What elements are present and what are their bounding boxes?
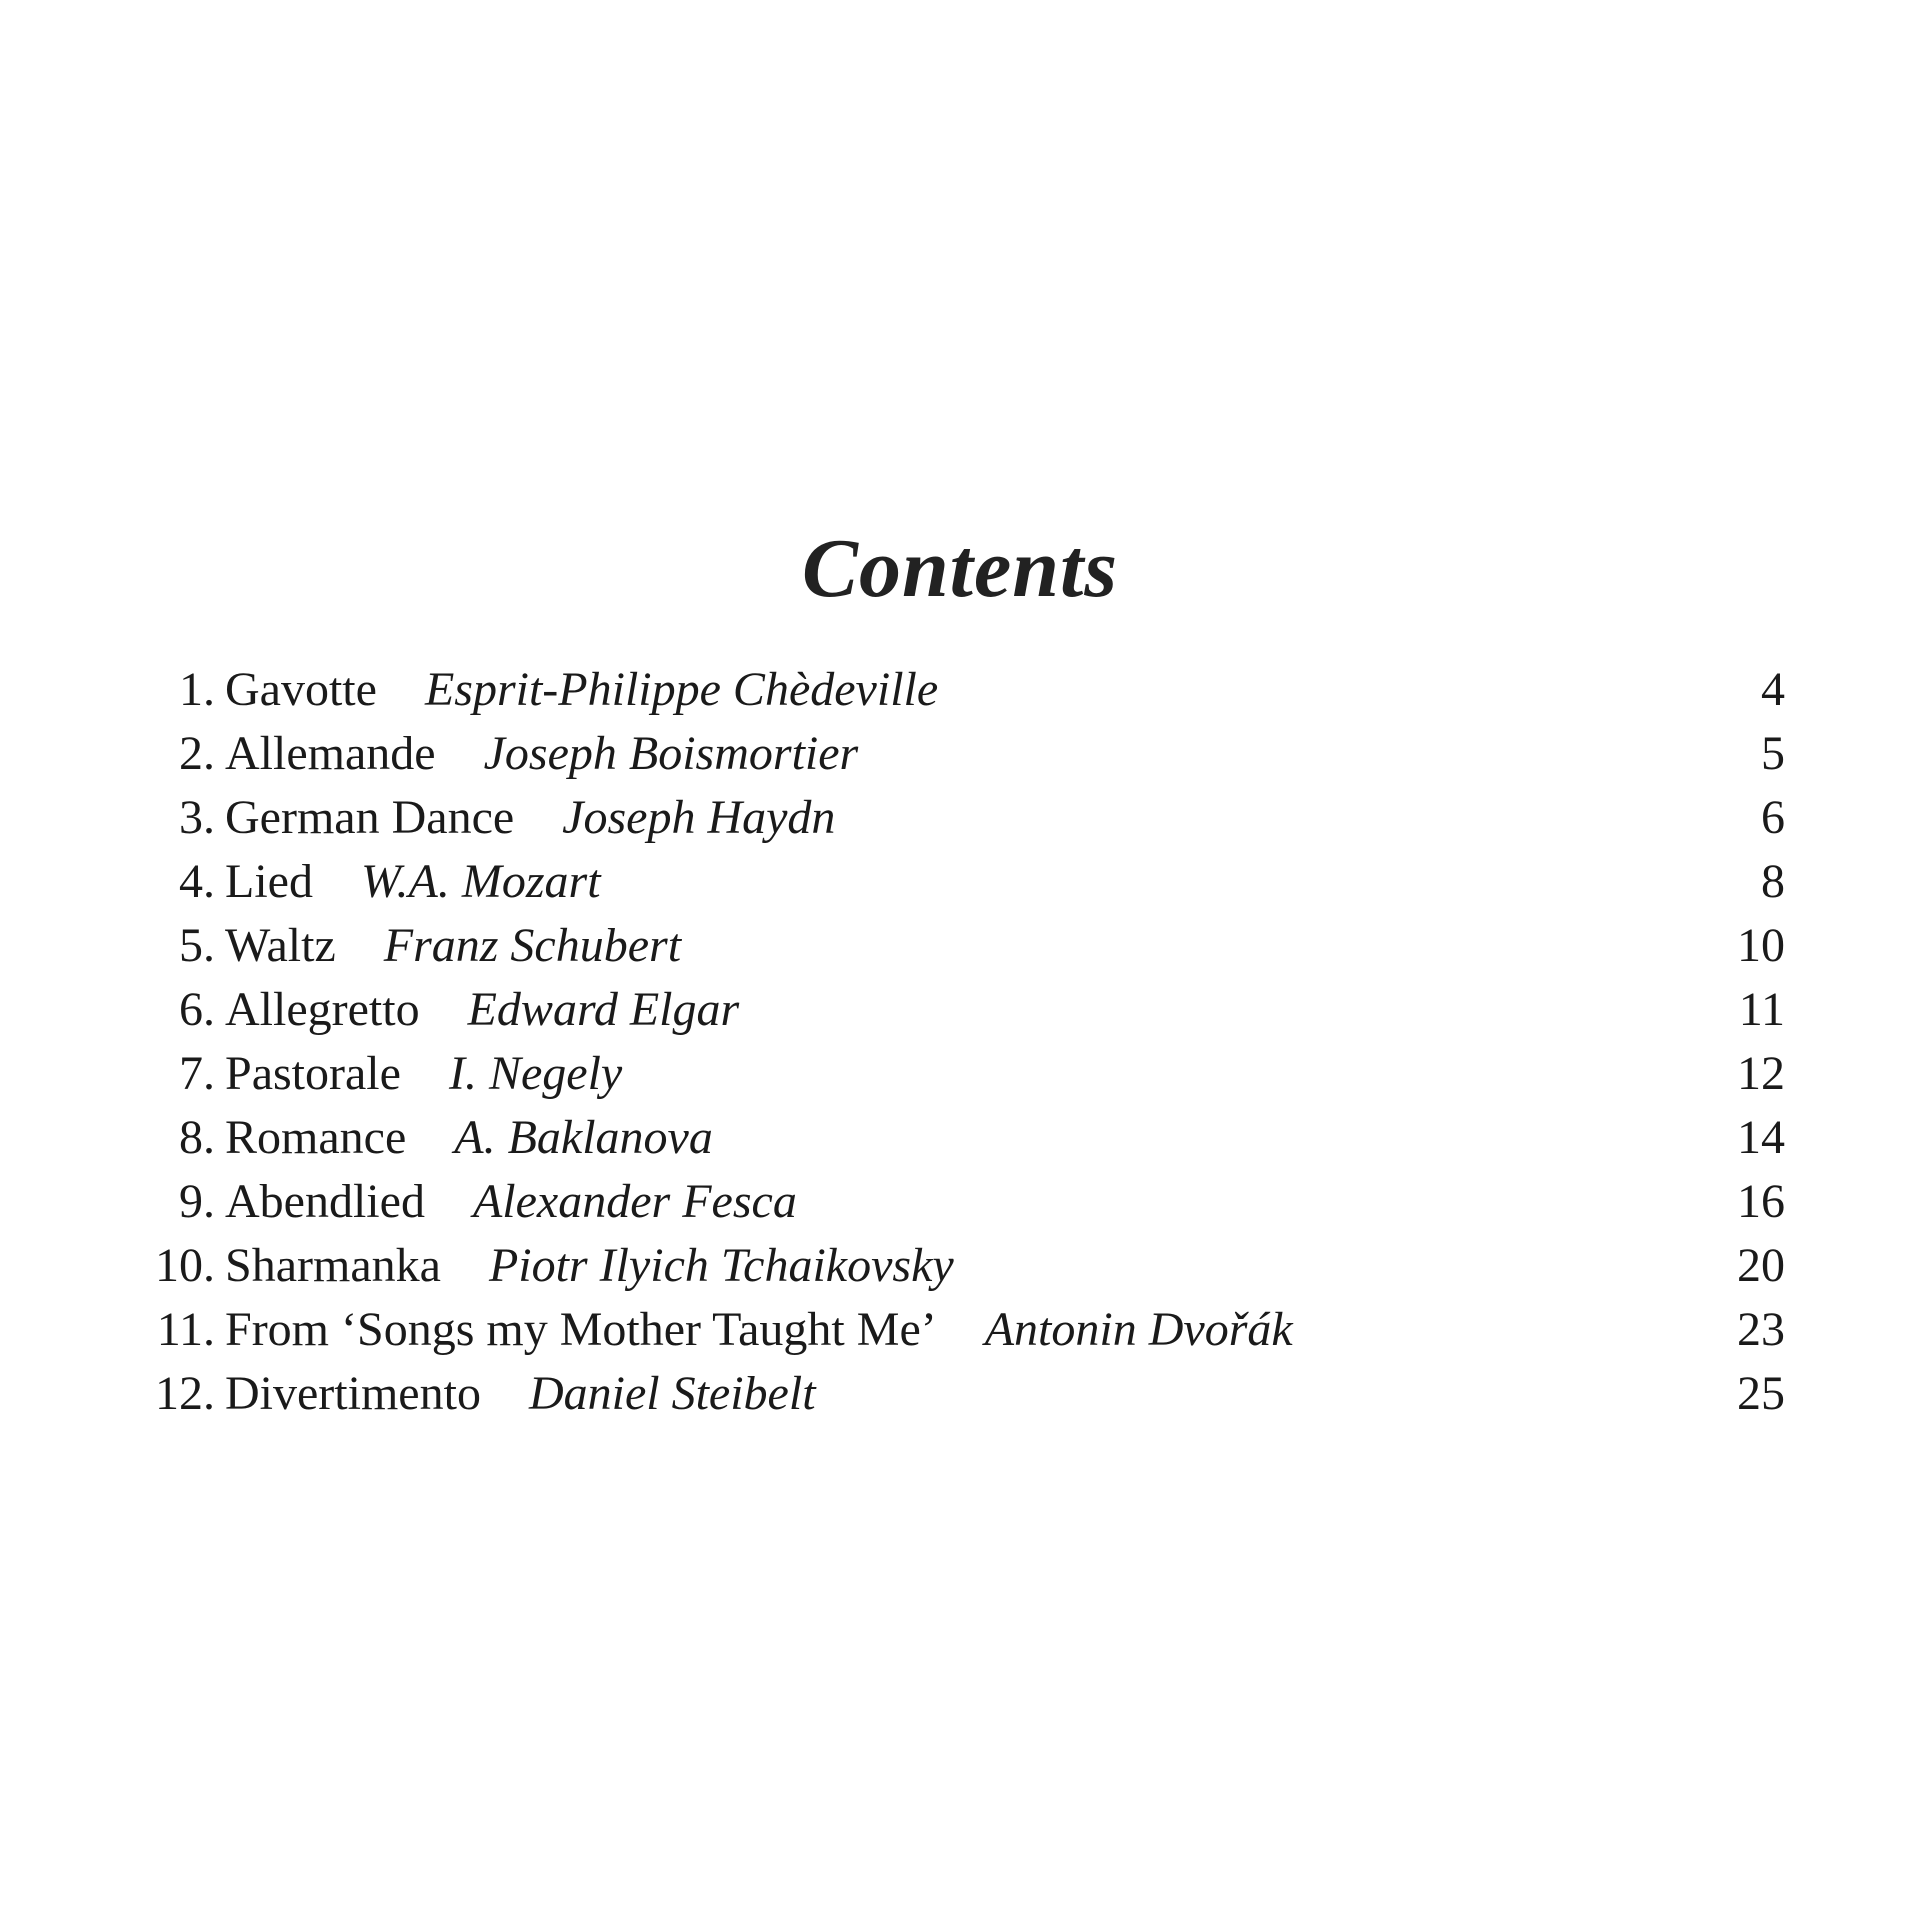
piece-title: Lied xyxy=(225,855,313,908)
contents-entry xyxy=(0,722,1920,786)
piece-title: Pastorale xyxy=(225,1047,401,1100)
entry-number: 1. xyxy=(179,663,215,716)
page-number: 14 xyxy=(1737,1111,1785,1164)
composer-name: Franz Schubert xyxy=(383,919,682,972)
contents-entry xyxy=(0,1234,1920,1298)
entry-number: 6. xyxy=(179,983,215,1036)
contents-entry xyxy=(0,658,1920,722)
entry-text xyxy=(225,1042,622,1106)
piece-title: Waltz xyxy=(225,919,336,972)
piece-title: Divertimento xyxy=(225,1367,481,1420)
piece-title: Gavotte xyxy=(225,663,377,716)
entry-number: 2. xyxy=(179,727,215,780)
page-number: 5 xyxy=(1761,727,1785,780)
page-number: 4 xyxy=(1761,663,1785,716)
entry-number: 4. xyxy=(179,855,215,908)
page-number: 16 xyxy=(1737,1175,1785,1228)
piece-title: German Dance xyxy=(225,791,515,844)
entry-text xyxy=(225,1298,1293,1362)
composer-name: A. Baklanova xyxy=(454,1111,713,1164)
contents-entry xyxy=(0,786,1920,850)
piece-title: Sharmanka xyxy=(225,1239,441,1292)
page-number: 10 xyxy=(1737,919,1785,972)
composer-name: Esprit-Philippe Chèdeville xyxy=(424,663,939,716)
entry-number: 11. xyxy=(156,1303,215,1356)
entry-number: 5. xyxy=(179,919,215,972)
piece-title: From ‘Songs my Mother Taught Me’ xyxy=(225,1303,937,1356)
composer-name: Joseph Boismortier xyxy=(483,727,859,780)
contents-entry xyxy=(0,978,1920,1042)
composer-name: W.A. Mozart xyxy=(360,855,601,908)
entry-number: 3. xyxy=(179,791,215,844)
page-number: 11 xyxy=(1738,983,1785,1036)
entry-number: 10. xyxy=(155,1239,215,1292)
page-number: 23 xyxy=(1737,1303,1785,1356)
composer-name: I. Negely xyxy=(448,1047,623,1100)
entry-text xyxy=(225,786,835,850)
composer-name: Daniel Steibelt xyxy=(528,1367,816,1420)
contents-entry xyxy=(0,914,1920,978)
entry-text xyxy=(225,850,601,914)
entry-number: 9. xyxy=(179,1175,215,1228)
contents-entry xyxy=(0,1042,1920,1106)
entry-text xyxy=(225,722,858,786)
composer-name: Edward Elgar xyxy=(467,983,740,1036)
entry-text xyxy=(225,658,938,722)
entry-number: 7. xyxy=(179,1047,215,1100)
entry-number: 8. xyxy=(179,1111,215,1164)
entry-text xyxy=(225,978,739,1042)
page-title: Contents xyxy=(801,522,1119,616)
entry-number: 12. xyxy=(155,1367,215,1420)
piece-title: Allegretto xyxy=(225,983,420,1036)
piece-title: Abendlied xyxy=(225,1175,425,1228)
page-number: 25 xyxy=(1737,1367,1785,1420)
contents-entry xyxy=(0,1362,1920,1426)
contents-entry xyxy=(0,1170,1920,1234)
page-number: 20 xyxy=(1737,1239,1785,1292)
page-number: 8 xyxy=(1761,855,1785,908)
composer-name: Piotr Ilyich Tchaikovsky xyxy=(488,1239,954,1292)
contents-entry xyxy=(0,850,1920,914)
piece-title: Allemande xyxy=(225,727,436,780)
composer-name: Alexander Fesca xyxy=(472,1175,797,1228)
entry-text xyxy=(225,1170,797,1234)
entry-text xyxy=(225,1362,816,1426)
contents-entry xyxy=(0,1298,1920,1362)
piece-title: Romance xyxy=(225,1111,407,1164)
entry-text xyxy=(225,1234,954,1298)
composer-name: Joseph Haydn xyxy=(562,791,836,844)
contents-entry xyxy=(0,1106,1920,1170)
page-number: 6 xyxy=(1761,791,1785,844)
entry-text xyxy=(225,914,681,978)
composer-name: Antonin Dvořák xyxy=(984,1303,1293,1356)
entry-text xyxy=(225,1106,713,1170)
page-number: 12 xyxy=(1737,1047,1785,1100)
